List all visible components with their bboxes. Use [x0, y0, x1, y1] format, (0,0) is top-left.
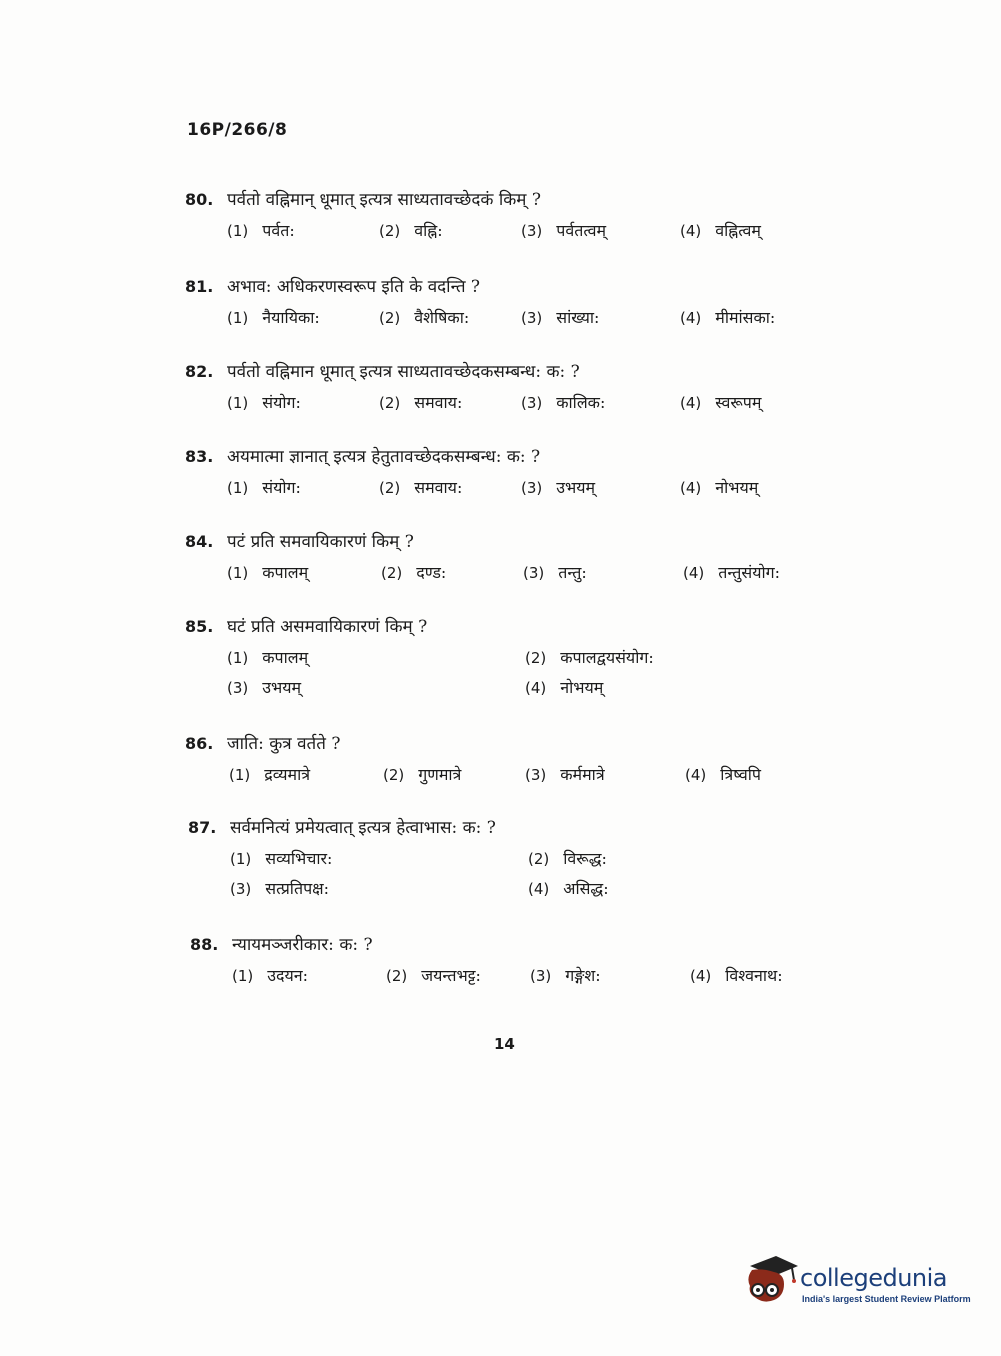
option-3: (3) पर्वतत्वम् [521, 221, 607, 240]
option-2: (2) समवाय: [379, 478, 463, 497]
question-text: पर्वतो वह्निमान् धूमात् इत्यत्र साध्यतावच्छेदकं किम् ? [227, 190, 541, 210]
option-1: (1) सव्यभिचार: [230, 849, 333, 868]
brand-name: collegedunia [800, 1264, 948, 1292]
option-4: (4) विश्वनाथ: [690, 966, 783, 985]
option-1: (1) संयोग: [227, 478, 301, 497]
option-3: (3) सांख्या: [521, 308, 600, 327]
options-row [188, 871, 828, 901]
question-number: 82. [185, 362, 214, 381]
options-row [185, 385, 825, 415]
options-row [185, 670, 825, 700]
options-row [185, 213, 825, 243]
option-2: (2) दण्ड: [381, 563, 447, 582]
option-4: (4) नोभयम् [680, 478, 759, 497]
option-3: (3) तन्तु: [523, 563, 587, 582]
option-2: (2) विरूद्ध: [528, 849, 607, 868]
question-text: पर्वतो वह्निमान धूमात् इत्यत्र साध्यतावच्छेदकसम्बन्ध: क: ? [227, 362, 580, 382]
option-4: (4) मीमांसका: [680, 308, 776, 327]
question-number: 88. [190, 935, 219, 954]
options-row [185, 757, 825, 787]
options-row [185, 640, 825, 670]
option-1: (1) कपालम् [227, 648, 309, 667]
question-85 [185, 614, 825, 700]
question-text: सर्वमनित्यं प्रमेयत्वात् इत्यत्र हेत्वाभास: क: ? [230, 818, 496, 838]
question-83 [185, 444, 825, 500]
option-3: (3) सत्प्रतिपक्ष: [230, 879, 330, 898]
question-82 [185, 359, 825, 415]
question-text: न्यायमञ्जरीकार: क: ? [232, 935, 373, 955]
question-81 [185, 274, 825, 330]
option-3: (3) कालिक: [521, 393, 606, 412]
collegedunia-logo [742, 1250, 972, 1310]
question-text: घटं प्रति असमवायिकारणं किम् ? [227, 617, 428, 637]
question-number: 86. [185, 734, 214, 753]
option-1: (1) पर्वत: [227, 221, 295, 240]
options-row [188, 841, 828, 871]
question-87 [188, 815, 828, 901]
question-number: 81. [185, 277, 214, 296]
question-text: अभाव: अधिकरणस्वरूप इति के वदन्ति ? [227, 277, 481, 297]
question-number: 84. [185, 532, 214, 551]
options-row [190, 958, 830, 988]
option-1: (1) उदयन: [232, 966, 309, 985]
question-80 [185, 187, 825, 243]
graduate-mascot-icon [742, 1250, 802, 1310]
option-4: (4) नोभयम् [525, 678, 604, 697]
question-number: 87. [188, 818, 217, 837]
option-4: (4) तन्तुसंयोग: [683, 563, 781, 582]
option-3: (3) उभयम् [521, 478, 596, 497]
option-1: (1) नैयायिका: [227, 308, 320, 327]
question-number: 80. [185, 190, 214, 209]
option-2: (2) कपालद्वयसंयोग: [525, 648, 654, 667]
question-text: अयमात्मा ज्ञानात् इत्यत्र हेतुतावच्छेदकसम्बन्ध: क: ? [227, 447, 541, 467]
option-2: (2) जयन्तभट्ट: [386, 966, 481, 985]
option-4: (4) वह्नित्वम् [680, 221, 761, 240]
brand-tagline: India's largest Student Review Platform [802, 1294, 971, 1304]
option-3: (3) गङ्गेश: [530, 966, 601, 985]
option-2: (2) गुणमात्रे [383, 765, 462, 784]
option-4: (4) त्रिष्वपि [685, 765, 761, 784]
option-2: (2) वह्नि: [379, 221, 443, 240]
question-88 [190, 932, 830, 988]
question-84 [185, 529, 825, 585]
options-row [185, 300, 825, 330]
question-86 [185, 731, 825, 787]
question-number: 85. [185, 617, 214, 636]
option-2: (2) समवाय: [379, 393, 463, 412]
question-text: जाति: कुत्र वर्तते ? [227, 734, 341, 754]
options-row [185, 555, 825, 585]
page-number: 14 [494, 1035, 515, 1053]
option-4: (4) स्वरूपम् [680, 393, 762, 412]
option-3: (3) उभयम् [227, 678, 302, 697]
option-1: (1) द्रव्यमात्रे [229, 765, 311, 784]
paper-code: 16P/266/8 [187, 120, 288, 140]
option-4: (4) असिद्ध: [528, 879, 609, 898]
option-1: (1) संयोग: [227, 393, 301, 412]
option-2: (2) वैशेषिका: [379, 308, 470, 327]
option-1: (1) कपालम् [227, 563, 309, 582]
option-3: (3) कर्ममात्रे [525, 765, 605, 784]
options-row [185, 470, 825, 500]
question-number: 83. [185, 447, 214, 466]
question-text: पटं प्रति समवायिकारणं किम् ? [227, 532, 414, 552]
